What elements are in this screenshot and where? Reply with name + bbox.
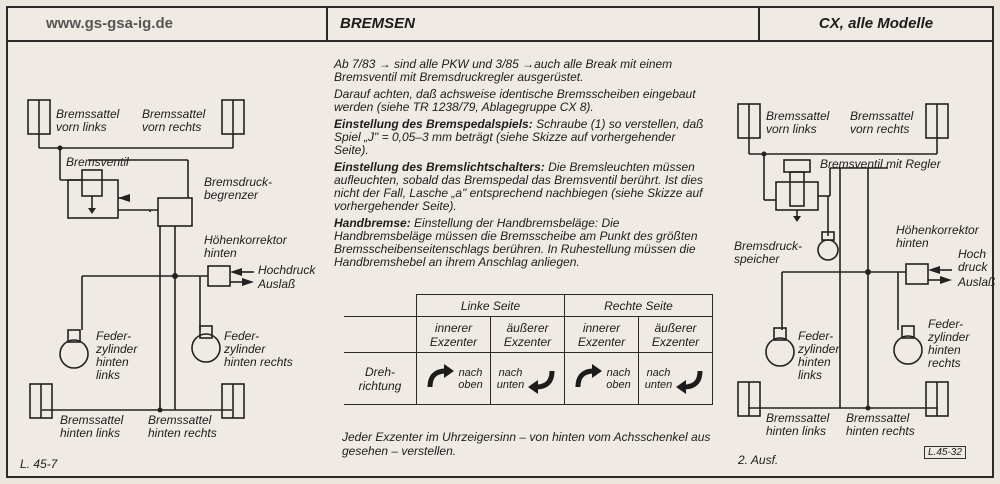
right-bremssattel-hinten-rechts: Bremssattel hinten rechts xyxy=(846,411,915,438)
table-cell-left-outer xyxy=(491,353,565,405)
section-title: BREMSEN xyxy=(326,8,758,40)
paragraph-5-title: Handbremse: xyxy=(334,216,411,230)
model-title: CX, alle Modelle xyxy=(758,8,992,40)
right-bremssattel-vorn-rechts: Bremssattel vorn rechts xyxy=(850,109,914,136)
right-version-label: 2. Ausf. xyxy=(738,453,779,467)
paragraph-1: Ab 7/83 → sind alle PKW und 3/85 →auch alle Break mit einem Bremsventil mit Bremsdruckregler ausgerüstet. xyxy=(334,57,673,84)
paragraph-4-title: Einstellung des Bremslichtschalters: xyxy=(334,160,545,174)
paragraph-3 xyxy=(334,118,710,157)
table-right-inner: innerer Exzenter xyxy=(565,317,639,353)
table-left-side-header: Linke Seite xyxy=(417,295,565,317)
table-right-side-header: Rechte Seite xyxy=(565,295,713,317)
right-bremssattel-hinten-links: Bremssattel hinten links xyxy=(766,411,830,438)
table-corner-2 xyxy=(344,317,417,353)
right-bremssattel-vorn-links: Bremssattel vorn links xyxy=(766,109,830,136)
right-federzylinder-links-label: Feder- zylinder hinten links xyxy=(798,329,840,382)
rotate-down-arrow-icon xyxy=(674,363,706,395)
left-bremsventil-label: Bremsventil xyxy=(66,155,129,169)
table-right-outer: äußerer Exzenter xyxy=(639,317,713,353)
paragraph-4-body: Die Bremsleuchten müssen aufleuchten, sobald das Bremspedal das Bremsventil berührt. Ist dies nicht der Fall, Lasche „a" entsprechend nachbiegen (siehe Skizze auf vorhergehender Seite). xyxy=(334,160,703,213)
right-auslass-label: Auslaß xyxy=(958,275,996,289)
table-left-inner: innerer Exzenter xyxy=(417,317,491,353)
table-cell-left-inner xyxy=(417,353,491,405)
table-row-label: Dreh- richtung xyxy=(344,353,417,405)
left-federzylinder-rechts-label: Feder- zylinder hinten rechts xyxy=(224,329,293,369)
right-bremsdruckspeicher-label: Bremsdruck- speicher xyxy=(734,239,803,266)
left-hochdruck-label: Hochdruck xyxy=(258,263,316,277)
paragraph-5 xyxy=(334,217,710,269)
table-cell-right-inner xyxy=(565,353,639,405)
website-url[interactable]: www.gs-gsa-ig.de xyxy=(46,15,173,32)
paragraph-4 xyxy=(334,161,710,213)
nach-oben-text: nach oben xyxy=(606,366,631,391)
instructions-text xyxy=(334,58,710,273)
right-hoehenkorrektor-label: Höhenkorrektor hinten xyxy=(896,223,979,250)
left-bremssattel-hinten-links: Bremssattel hinten links xyxy=(60,413,124,440)
left-auslass-label: Auslaß xyxy=(258,277,296,291)
right-ref-code: L.45-32 xyxy=(924,446,966,459)
left-federzylinder-links-label: Feder- zylinder hinten links xyxy=(96,329,138,382)
paragraph-5-body: Einstellung der Handbremsbeläge: Die Handbremsbeläge müssen die Bremsscheibe am Punkt des größten Bremsscheibenseitenschlags berühren. In Ruhestellung müssen die Handbremshebel an ihrem Anschlag anliegen. xyxy=(334,216,698,269)
left-brake-diagram xyxy=(0,0,340,484)
rotate-up-arrow-icon xyxy=(424,363,456,395)
paragraph-3-body: Schraube (1) so verstellen, daß Spiel „J" = 0,05–3 mm beträgt (siehe Skizze auf vorhergehender Seite). xyxy=(334,117,704,157)
nach-unten-text: nach unten xyxy=(496,366,525,391)
table-cell-right-outer xyxy=(639,353,713,405)
left-bremssattel-hinten-rechts: Bremssattel hinten rechts xyxy=(148,413,217,440)
left-hoehenkorrektor-label: Höhenkorrektor hinten xyxy=(204,233,287,260)
right-federzylinder-rechts-label: Feder- zylinder hinten rechts xyxy=(928,317,970,370)
eccentric-table xyxy=(344,294,713,405)
rotate-up-arrow-icon xyxy=(572,363,604,395)
nach-unten-text: nach unten xyxy=(644,366,673,391)
table-corner xyxy=(344,295,417,317)
left-bremsdruckbegrenzer-label: Bremsdruck- begrenzer xyxy=(204,175,273,202)
paragraph-3-title: Einstellung des Bremspedalspiels: xyxy=(334,117,533,131)
table-left-outer: äußerer Exzenter xyxy=(491,317,565,353)
right-hochdruck-label: Hoch druck xyxy=(958,247,988,274)
paragraph-2: Darauf achten, daß achsweise identische Bremsscheiben eingebaut werden (siehe TR 1238/79, Ablagegruppe CX 8). xyxy=(334,87,696,114)
rotate-down-arrow-icon xyxy=(526,363,558,395)
left-ref-code: L. 45-7 xyxy=(20,457,58,471)
nach-oben-text: nach oben xyxy=(458,366,483,391)
right-bremsventil-regler-label: Bremsventil mit Regler xyxy=(820,157,941,171)
left-bremssattel-vorn-links: Bremssattel vorn links xyxy=(56,107,120,134)
footnote: Jeder Exzenter im Uhrzeigersinn – von hinten vom Achsschenkel aus gesehen – verstellen. xyxy=(342,430,711,458)
left-bremssattel-vorn-rechts: Bremssattel vorn rechts xyxy=(142,107,206,134)
